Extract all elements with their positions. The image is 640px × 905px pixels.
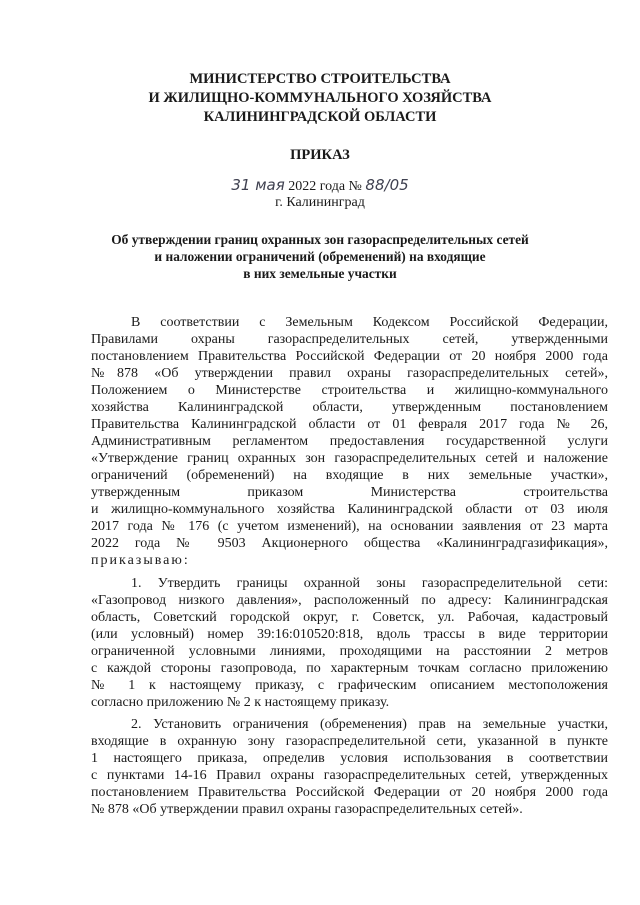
body-line: с пунктами 14-16 Правил охраны газораспределительных сетей, утвержденных bbox=[91, 768, 608, 783]
body-line: (или условный) номер 39:16:010520:818, вдоль трассы в виде территории bbox=[91, 627, 608, 642]
body-line: согласно приложению № 2 к настоящему приказу. bbox=[91, 695, 390, 710]
body-line: 1 настоящего приказа, определив условия использования в соответствии bbox=[91, 751, 608, 766]
body-line: Правилами охраны газораспределительных сетей, утвержденными bbox=[91, 332, 608, 347]
body-line: № 1 к настоящему приказу, с графическим описанием местоположения bbox=[91, 678, 608, 693]
handwritten-order-number: 88/05 bbox=[365, 176, 409, 194]
body-line: и жилищно-коммунального хозяйства Калининградской области от 03 июля bbox=[91, 502, 608, 517]
body-line: № 878 «Об утверждении правил охраны газораспределительных сетей». bbox=[91, 802, 523, 817]
body-line: область, Советский городской округ, г. Советск, ул. Рабочая, кадастровый bbox=[91, 610, 608, 625]
body-line: «Газопровод низкого давления», расположенный по адресу: Калининградская bbox=[91, 593, 608, 608]
city-name: г. Калининград bbox=[275, 195, 365, 210]
body-line: 2. Установить ограничения (обременения) прав на земельные участки, bbox=[131, 717, 608, 732]
order-operative-word: приказываю: bbox=[91, 553, 190, 568]
body-line: хозяйства Калининградской области, утвержденным постановлением bbox=[91, 400, 608, 415]
body-line: Правительства Калининградской области от 01 февраля 2017 года № 26, bbox=[91, 417, 608, 432]
document-type-title: ПРИКАЗ bbox=[290, 147, 350, 163]
body-line: №878 «Об утверждении правил охраны газораспределительных сетей», bbox=[91, 366, 608, 381]
body-line: постановлением Правительства Российской Федерации от 20 ноября 2000 года bbox=[91, 785, 608, 800]
body-line: 1. Утвердить границы охранной зоны газораспределительной сети: bbox=[131, 576, 608, 591]
order-date-number-line bbox=[0, 176, 640, 195]
body-line: ограничений (обременений) на входящие в них земельные участки», bbox=[91, 468, 608, 483]
body-line: В соответствии с Земельным Кодексом Российской Федерации, bbox=[131, 315, 608, 330]
ministry-name-line-3: КАЛИНИНГРАДСКОЙ ОБЛАСТИ bbox=[203, 109, 437, 125]
body-line: с каждой стороны газопровода, по характерным точкам согласно приложению bbox=[91, 661, 608, 676]
body-line: Административным регламентом предоставления государственной услуги bbox=[91, 434, 608, 449]
subject-line-3: в них земельные участки bbox=[243, 266, 397, 281]
body-line: 2017 года № 176 (с учетом изменений), на основании заявления от 23 марта bbox=[91, 519, 608, 534]
body-line: утвержденным приказом Министерства строительства bbox=[91, 485, 608, 500]
order-year-text: 2022 года № bbox=[288, 179, 362, 194]
body-line: постановлением Правительства Российской Федерации от 20 ноября 2000 года bbox=[91, 349, 608, 364]
ministry-name-line-2: И ЖИЛИЩНО-КОММУНАЛЬНОГО ХОЗЯЙСТВА bbox=[148, 90, 492, 106]
subject-line-2: и наложении ограничений (обременений) на входящие bbox=[154, 249, 486, 264]
body-line: ограниченной условными линиями, проходящими на расстоянии 2 метров bbox=[91, 644, 608, 659]
ministry-name-line-1: МИНИСТЕРСТВО СТРОИТЕЛЬСТВА bbox=[189, 71, 451, 87]
handwritten-date: 31 мая bbox=[231, 176, 285, 194]
subject-line-1: Об утверждении границ охранных зон газораспределительных сетей bbox=[111, 232, 529, 247]
body-line: «Утверждение границ охранных зон газораспределительных сетей и наложение bbox=[91, 451, 608, 466]
body-line: 2022 года № 9503 Акционерного общества «Калининградгазификация», bbox=[91, 536, 608, 551]
body-line: входящие в охранную зону газораспределительной сети, указанной в пункте bbox=[91, 734, 608, 749]
body-line: Положением о Министерстве строительства и жилищно-коммунального bbox=[91, 383, 608, 398]
